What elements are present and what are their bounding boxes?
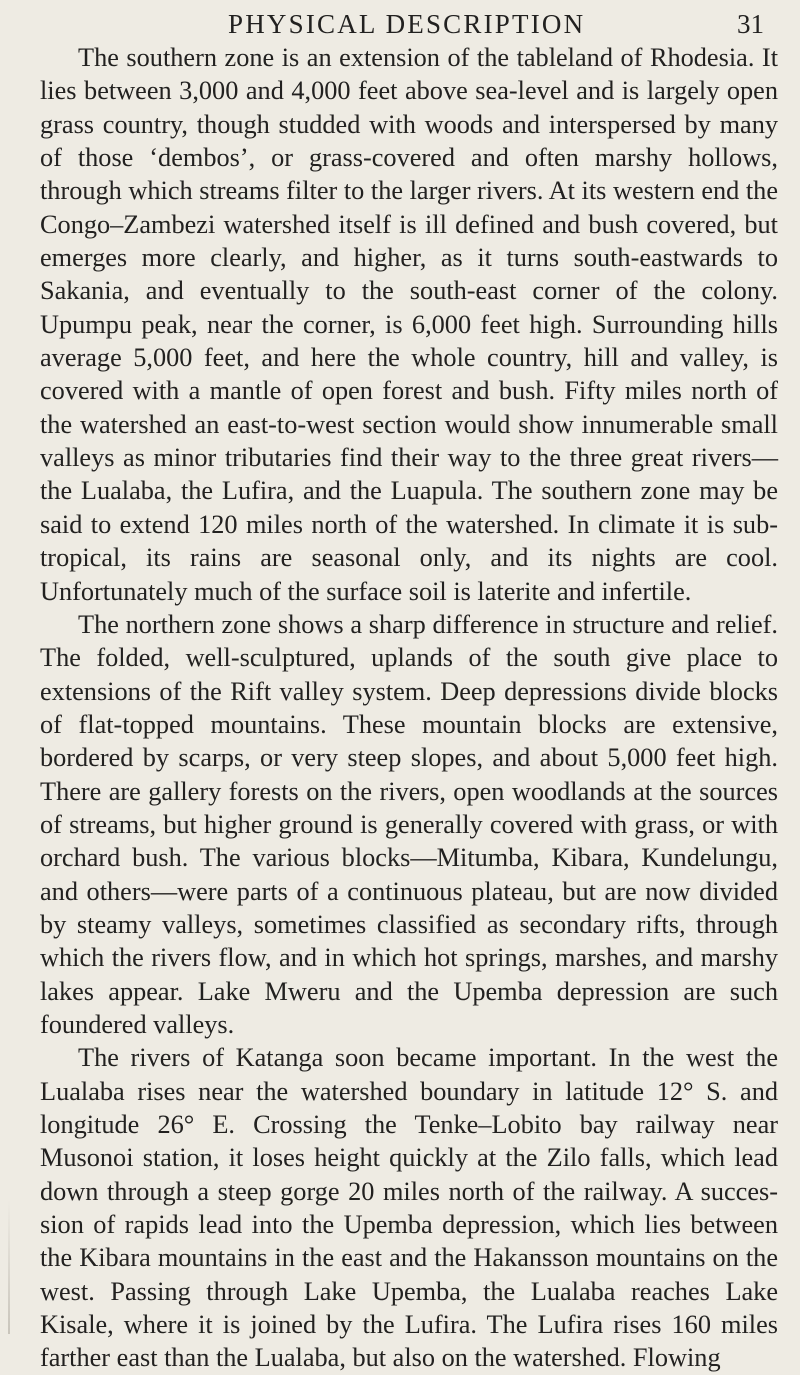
body-text — [40, 41, 778, 1375]
page-number: 31 — [737, 9, 764, 39]
page-header — [0, 0, 800, 40]
page-edge-shadow — [8, 1200, 10, 1334]
running-head: PHYSICAL DESCRIPTION — [228, 9, 586, 39]
paragraph-southern-zone: The southern zone is an extension of the tableland of Rhodesia. It lies between 3,000 and 4,000 feet above sea-level and is largely open grass country, though studded with woods and interspersed by many of those ‘dembos’, or grass-covered and often marshy hollows, through which streams filter to the larger rivers. At its western end the Congo–Zambezi watershed itself is ill defined and bush covered, but emerges more clearly, and higher, as it turns south-eastwards to Sakania, and eventually to the south-east corner of the colony. Upumpu peak, near the corner, is 6,000 feet high. Surrounding hills average 5,000 feet, and here the whole country, hill and valley, is covered with a mantle of open forest and bush. Fifty miles north of the watershed an east-to-west section would show innumerable small valleys as minor tributaries find their way to the three great rivers—the Lualaba, the Lufira, and the Luapula. The southern zone may be said to extend 120 miles north of the watershed. In climate it is sub-tropical, its rains are seasonal only, and its nights are cool. Unfortunately much of the surface soil is laterite and infertile. — [40, 43, 778, 606]
paragraph-rivers: The rivers of Katanga soon became important. In the west the Lualaba rises near the watershed boundary in latitude 12° S. and longitude 26° E. Crossing the Tenke–Lobito bay railway near Musonoi station, it loses height quickly at the Zilo falls, which lead down through a steep gorge 20 miles north of the railway. A succession of rapids lead into the Upemba depression, which lies between the Kibara mountains in the east and the Hakansson mountains on the west. Passing through Lake Upemba, the Lualaba reaches Lake Kisale, where it is joined by the Lufira. The Lufira rises 160 miles farther east than the Lualaba, but also on the watershed. Flowing — [40, 1043, 778, 1373]
paragraph-northern-zone: The northern zone shows a sharp difference in structure and relief. The folded, well-sculptured, uplands of the south give place to extensions of the Rift valley system. Deep depressions divide blocks of flat-topped mountains. These mountain blocks are extensive, bordered by scarps, or very steep slopes, and about 5,000 feet high. There are gallery forests on the rivers, open woodlands at the sources of streams, but higher ground is generally covered with grass, or with orchard bush. The various blocks—Mitumba, Kibara, Kundelungu, and others—were parts of a continuous plateau, but are now divided by steamy valleys, sometimes classified as secondary rifts, through which the rivers flow, and in which hot springs, marshes, and marshy lakes appear. Lake Mweru and the Upemba depression are such foundered valleys. — [40, 609, 778, 1039]
